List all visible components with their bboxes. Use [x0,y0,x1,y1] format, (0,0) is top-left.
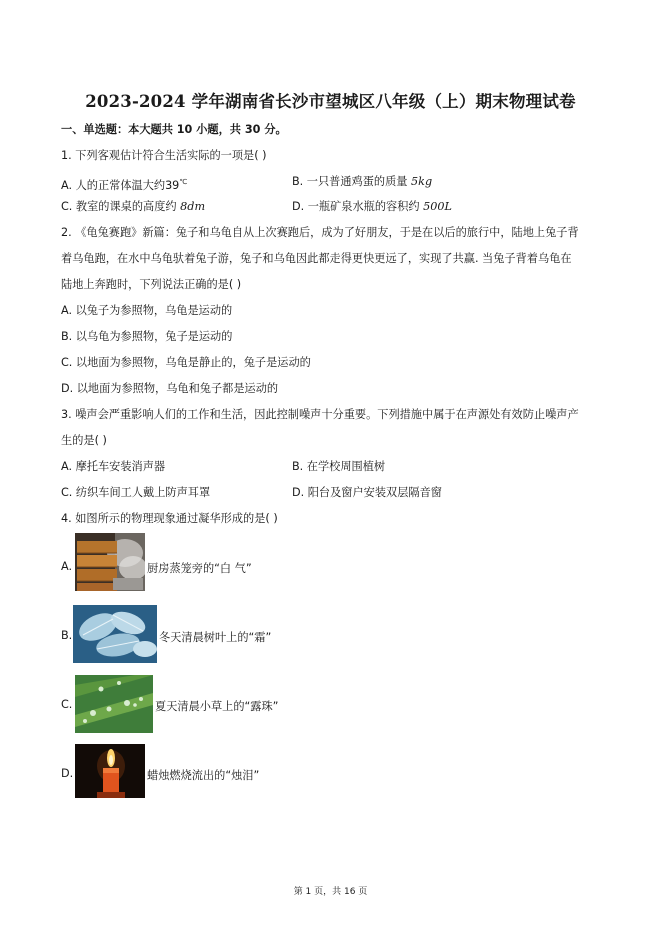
q2-option-a: A. 以兔子为参照物，乌龟是运动的 [61,304,233,317]
q1-option-c-unit: 8dm [180,200,206,213]
q4-option-a-label: A. [61,560,73,573]
exam-title: 2023-2024 学年湖南省长沙市望城区八年级（上）期末物理试卷 [85,92,576,111]
q2-stem-line3: 陆地上奔跑时，下列说法正确的是( ) [61,278,242,291]
frost-leaves-image [73,605,157,663]
q3-option-a: A. 摩托车安装消声器 [61,460,166,473]
steamer-image [75,533,145,591]
q2-option-d: D. 以地面为参照物，乌龟和兔子都是运动的 [61,382,279,395]
q1-option-b-unit: 5kg [411,175,433,188]
q1-option-a-unit: ℃ [179,178,188,186]
q2-option-c: C. 以地面为参照物，乌龟是静止的，兔子是运动的 [61,356,311,369]
q2-stem-line2: 着乌龟跑，在水中乌龟驮着兔子游，兔子和乌龟因此都走得更快更远了，实现了共赢. 当兔子背着乌龟在 [61,252,572,265]
q3-stem-line1: 3. 噪声会严重影响人们的工作和生活，因此控制噪声十分重要。下列措施中属于在声源处有效防止噪声产 [61,408,579,421]
section-heading: 一、单选题：本大题共 10 小题，共 30 分。 [61,123,287,136]
q3-option-b: B. 在学校周围植树 [292,460,386,473]
candle-image [75,744,145,798]
q4-option-d-label: D. [61,767,74,780]
q1-option-c: C. 教室的课桌的高度约 8dm [61,200,206,213]
q2-option-b: B. 以乌龟为参照物，兔子是运动的 [61,330,233,343]
q1-option-d: D. 一瓶矿泉水瓶的容积约 500L [292,200,452,213]
q4-option-b-caption: 冬天清晨树叶上的“霜” [159,631,272,644]
q2-stem-line1: 2. 《龟兔赛跑》新篇：兔子和乌龟自从上次赛跑后，成为了好朋友，于是在以后的旅行中，陆地上兔子背 [61,226,579,239]
q4-option-d-caption: 蜡烛燃烧流出的“烛泪” [147,769,260,782]
q1-option-a: A. 人的正常体温大约39℃ [61,178,188,192]
q4-option-a-caption: 厨房蒸笼旁的“白 气” [147,562,252,575]
q4-option-c-caption: 夏天清晨小草上的“露珠” [155,700,279,713]
dew-grass-image [75,675,153,733]
page-footer: 第 1 页，共 16 页 [293,887,368,897]
q4-stem: 4. 如图所示的物理现象通过凝华形成的是( ) [61,512,278,525]
q1-option-b: B. 一只普通鸡蛋的质量 5kg [292,175,433,188]
q1-option-d-unit: 500L [423,200,452,213]
q3-stem-line2: 生的是( ) [61,434,107,447]
q4-option-c-label: C. [61,698,73,711]
q3-option-d: D. 阳台及窗户安装双层隔音窗 [292,486,442,499]
q3-option-c: C. 纺织车间工人戴上防声耳罩 [61,486,211,499]
q4-option-b-label: B. [61,629,73,642]
q1-stem: 1. 下列客观估计符合生活实际的一项是( ) [61,149,267,162]
